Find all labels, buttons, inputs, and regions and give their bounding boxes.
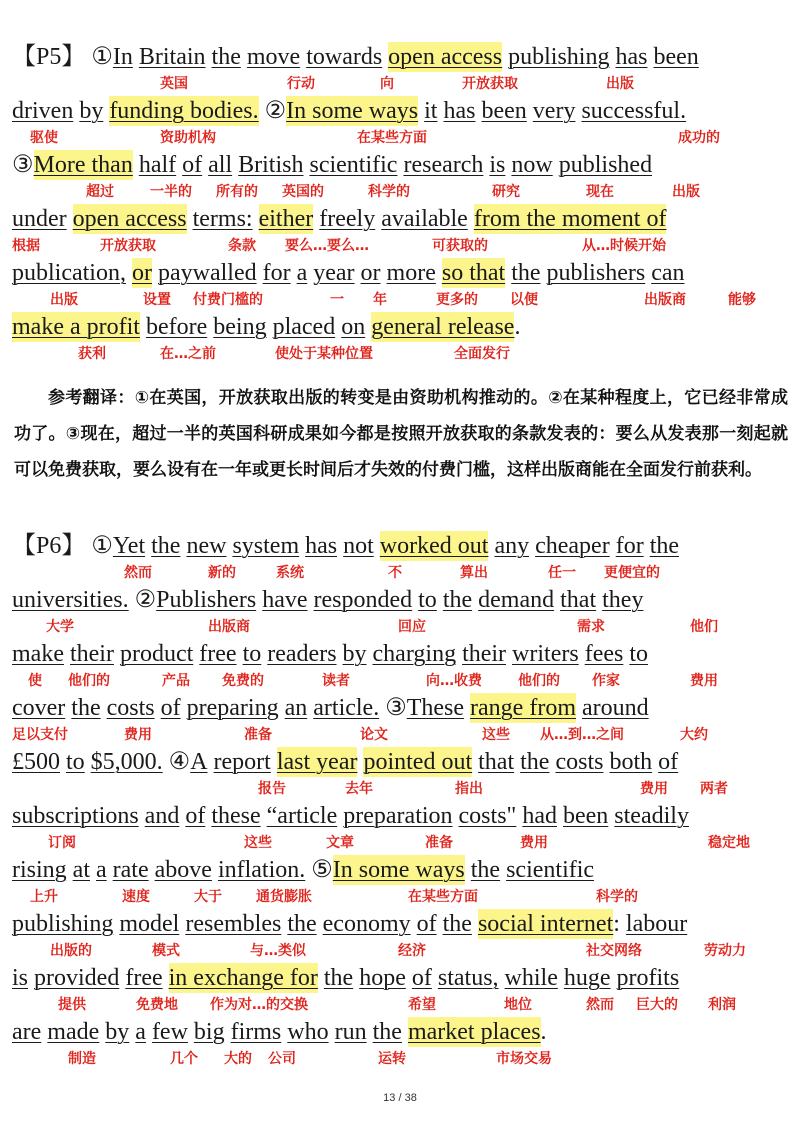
chinese-gloss: 算出 — [460, 565, 488, 581]
chinese-gloss: 劳动力 — [704, 943, 746, 959]
chinese-gloss: 科学的 — [596, 889, 638, 905]
chinese-gloss: 现在 — [586, 184, 614, 200]
english-word: run — [334, 1019, 367, 1045]
english-word: writers — [512, 641, 579, 667]
highlighted-phrase: in exchange for — [168, 965, 318, 991]
english-word: the — [71, 695, 101, 721]
english-word: of — [411, 965, 432, 991]
english-word: had — [522, 803, 557, 829]
english-line — [12, 150, 658, 180]
english-word: now — [511, 152, 553, 178]
english-line — [12, 693, 655, 723]
english-word: publishers — [546, 260, 646, 286]
english-word: preparation — [343, 803, 453, 829]
highlighted-phrase: worked out — [379, 533, 489, 559]
highlighted-phrase: open access — [72, 206, 187, 232]
highlighted-phrase: More than — [33, 152, 133, 178]
english-word: responded — [313, 587, 413, 613]
english-word: the — [511, 260, 541, 286]
chinese-gloss: 大学 — [46, 619, 74, 635]
english-word: Britain — [138, 44, 206, 70]
english-word: the — [442, 911, 472, 937]
english-line — [12, 258, 691, 288]
english-word: free — [199, 641, 237, 667]
chinese-gloss: 产品 — [162, 673, 190, 689]
chinese-gloss: 出版 — [606, 76, 634, 92]
english-word: paywalled — [157, 260, 257, 286]
chinese-gloss: 出版 — [50, 292, 78, 308]
english-word: before — [145, 314, 208, 340]
chinese-gloss: 英国 — [160, 76, 188, 92]
chinese-gloss: 行动 — [287, 76, 315, 92]
english-word: labour — [625, 911, 688, 937]
english-line — [12, 909, 693, 939]
english-word: ③ — [12, 152, 34, 178]
english-word: £500 — [12, 749, 60, 775]
chinese-gloss: 作家 — [592, 673, 620, 689]
highlighted-phrase: pointed out — [363, 749, 473, 775]
english-word: provided — [34, 965, 120, 991]
highlighted-phrase: funding bodies. — [109, 98, 259, 124]
english-word: status, — [437, 965, 499, 991]
chinese-gloss: 地位 — [504, 997, 532, 1013]
english-word: these — [211, 803, 261, 829]
english-word: article. — [313, 695, 380, 721]
chinese-gloss: 指出 — [455, 781, 483, 797]
chinese-gloss: 可获取的 — [432, 238, 488, 254]
english-word: of — [416, 911, 437, 937]
english-word: subscriptions — [12, 803, 139, 829]
english-word: ② — [134, 587, 157, 613]
chinese-gloss: 然而 — [124, 565, 152, 581]
english-word: costs — [106, 695, 155, 721]
english-word: by — [79, 98, 104, 124]
english-word: has — [305, 533, 338, 559]
english-word: model — [119, 911, 180, 937]
english-word: a — [96, 857, 107, 883]
english-word: free — [125, 965, 163, 991]
chinese-gloss: 两者 — [700, 781, 728, 797]
chinese-gloss: 新的 — [208, 565, 236, 581]
chinese-gloss: 他们的 — [518, 673, 560, 689]
chinese-gloss: 几个 — [170, 1051, 198, 1067]
english-word: firms — [230, 1019, 282, 1045]
english-word: year — [313, 260, 355, 286]
chinese-gloss: 一半的 — [150, 184, 192, 200]
chinese-gloss: 出版 — [672, 184, 700, 200]
chinese-gloss: 开放获取 — [462, 76, 518, 92]
english-word: are — [12, 1019, 42, 1045]
english-word: the — [649, 533, 680, 559]
english-line — [12, 531, 685, 561]
english-word: economy — [322, 911, 411, 937]
chinese-gloss: 全面发行 — [454, 346, 510, 362]
english-word: both — [609, 749, 653, 775]
chinese-gloss: 社交网络 — [586, 943, 642, 959]
english-word: the — [287, 911, 317, 937]
chinese-gloss: 上升 — [30, 889, 58, 905]
english-word: resembles — [185, 911, 282, 937]
english-word: cover — [12, 695, 66, 721]
reference-translation-p5: 参考翻译：①在英国，开放获取出版的转变是由资助机构推动的。②在某种程度上，它已经非常成功了。③现在，超过一半的英国科研成果如今都是按照开放获取的条款发表的：要么从发表那一刻起就可以免费获取，要么设有在一年或更长时间后才失效的付费门槛，这样出版商能在全面发行前获利。 — [14, 388, 788, 480]
chinese-gloss: 读者 — [322, 673, 350, 689]
english-word: demand — [478, 587, 555, 613]
english-word: who — [287, 1019, 329, 1045]
english-word: of — [160, 695, 181, 721]
chinese-gloss: 巨大的 — [636, 997, 678, 1013]
chinese-gloss: 作为对…的交换 — [210, 997, 308, 1013]
english-word: report — [213, 749, 271, 775]
chinese-gloss: 以便 — [510, 292, 538, 308]
english-word: above — [154, 857, 212, 883]
english-word: of — [658, 749, 679, 775]
english-word: costs — [555, 749, 604, 775]
english-word: the — [372, 1019, 402, 1045]
english-word: the — [442, 587, 473, 613]
english-word: ① — [91, 533, 113, 559]
chinese-gloss: 使处于某种位置 — [275, 346, 373, 362]
english-word: the — [323, 965, 354, 991]
english-word: “article — [266, 803, 338, 829]
english-word: under — [12, 206, 67, 232]
chinese-gloss: 超过 — [86, 184, 114, 200]
english-line — [12, 963, 685, 993]
chinese-gloss: 速度 — [122, 889, 150, 905]
english-word: any — [494, 533, 530, 559]
highlighted-phrase: so that — [441, 260, 506, 286]
english-word: has — [443, 98, 476, 124]
english-word: it — [424, 98, 438, 124]
english-word: to — [242, 641, 262, 667]
english-word: towards — [306, 44, 383, 70]
english-word: or — [360, 260, 381, 286]
english-word: 【P6】 — [12, 533, 86, 559]
chinese-gloss: 更便宜的 — [604, 565, 660, 581]
english-line — [12, 96, 692, 126]
english-line — [12, 204, 672, 234]
english-line — [12, 855, 600, 885]
english-word: ② — [264, 98, 287, 124]
english-word: published — [558, 152, 653, 178]
english-word: few — [151, 1019, 188, 1045]
english-word: ③ — [385, 695, 407, 721]
english-line — [12, 639, 654, 669]
english-word: an — [284, 695, 308, 721]
english-word: that — [478, 749, 515, 775]
page-number: 13 / 38 — [383, 1092, 417, 1104]
chinese-gloss: 费用 — [124, 727, 152, 743]
english-word: a — [296, 260, 308, 286]
chinese-gloss: 出版商 — [208, 619, 250, 635]
chinese-gloss: 费用 — [520, 835, 548, 851]
english-word: not — [343, 533, 374, 559]
english-word: have — [262, 587, 308, 613]
english-word: is — [489, 152, 506, 178]
chinese-gloss: 准备 — [425, 835, 453, 851]
english-word: In — [112, 44, 133, 70]
chinese-gloss: 获利 — [78, 346, 106, 362]
chinese-gloss: 要么…要么… — [285, 238, 369, 254]
english-word: steadily — [614, 803, 689, 829]
chinese-gloss: 提供 — [58, 997, 86, 1013]
chinese-gloss: 费用 — [640, 781, 668, 797]
english-word: publishing — [12, 911, 114, 937]
english-word: costs" — [458, 803, 517, 829]
english-word: product — [119, 641, 194, 667]
english-word: Publishers — [156, 587, 257, 613]
highlighted-phrase: either — [258, 206, 314, 232]
english-word: profits — [616, 965, 680, 991]
chinese-gloss: 费用 — [690, 673, 718, 689]
english-word: move — [246, 44, 301, 70]
chinese-gloss: 回应 — [398, 619, 426, 635]
chinese-gloss: 研究 — [492, 184, 520, 200]
chinese-gloss: 大的 — [224, 1051, 252, 1067]
english-word: freely — [319, 206, 376, 232]
english-word: all — [208, 152, 233, 178]
english-word: huge — [563, 965, 611, 991]
english-word: fees — [584, 641, 624, 667]
english-word: the — [520, 749, 550, 775]
english-word: driven — [12, 98, 74, 124]
chinese-gloss: 制造 — [68, 1051, 96, 1067]
english-word: scientific — [506, 857, 595, 883]
chinese-gloss: 向…收费 — [426, 673, 482, 689]
chinese-gloss: 驱使 — [30, 130, 58, 146]
english-word: the — [211, 44, 241, 70]
english-word: for — [262, 260, 291, 286]
chinese-gloss: 在某些方面 — [408, 889, 478, 905]
chinese-gloss: 开放获取 — [100, 238, 156, 254]
chinese-gloss: 他们的 — [68, 673, 110, 689]
english-word: inflation. — [217, 857, 306, 883]
english-line — [12, 1017, 553, 1047]
english-line — [12, 747, 684, 777]
english-word: British — [238, 152, 304, 178]
chinese-gloss: 需求 — [577, 619, 605, 635]
chinese-gloss: 与…类似 — [250, 943, 306, 959]
english-word: publication, — [12, 260, 126, 286]
chinese-gloss: 足以支付 — [12, 727, 68, 743]
chinese-gloss: 根据 — [12, 238, 40, 254]
chinese-gloss: 出版的 — [50, 943, 92, 959]
chinese-gloss: 所有的 — [216, 184, 258, 200]
english-word: Yet — [112, 533, 146, 559]
english-word: their — [69, 641, 114, 667]
english-word: rate — [112, 857, 149, 883]
english-word: scientific — [309, 152, 398, 178]
english-word: been — [562, 803, 609, 829]
chinese-gloss: 文章 — [326, 835, 354, 851]
english-word: of — [182, 152, 203, 178]
highlighted-phrase: social internet — [477, 911, 614, 937]
chinese-gloss: 付费门槛的 — [193, 292, 263, 308]
chinese-gloss: 科学的 — [368, 184, 410, 200]
chinese-gloss: 利润 — [708, 997, 736, 1013]
english-word: charging — [372, 641, 457, 667]
chinese-gloss: 成功的 — [678, 130, 720, 146]
english-word: to — [66, 749, 85, 775]
chinese-gloss: 运转 — [378, 1051, 406, 1067]
chinese-gloss: 经济 — [398, 943, 426, 959]
english-word: big — [193, 1019, 225, 1045]
english-word: A — [190, 749, 208, 775]
english-word: being — [213, 314, 267, 340]
english-word: . — [540, 1019, 547, 1045]
english-word: the — [470, 857, 501, 883]
english-word: half — [138, 152, 177, 178]
chinese-gloss: 更多的 — [436, 292, 478, 308]
english-word: readers — [267, 641, 337, 667]
chinese-gloss: 这些 — [244, 835, 272, 851]
highlighted-phrase: range from — [470, 695, 576, 721]
highlighted-phrase: or — [131, 260, 152, 286]
english-word: system — [232, 533, 300, 559]
chinese-gloss: 这些 — [482, 727, 510, 743]
english-word: ⑤ — [311, 857, 333, 883]
highlighted-phrase: last year — [276, 749, 358, 775]
chinese-gloss: 免费的 — [222, 673, 264, 689]
english-word: : — [613, 911, 620, 937]
chinese-gloss: 英国的 — [282, 184, 324, 200]
english-word: 【P5】 — [12, 44, 86, 70]
english-word: on — [341, 314, 366, 340]
english-word: been — [653, 44, 699, 70]
english-word: ④ — [168, 749, 191, 775]
english-line — [12, 312, 526, 342]
english-word: to — [418, 587, 437, 613]
english-line — [12, 801, 695, 831]
english-word: can — [651, 260, 685, 286]
chinese-gloss: 稳定地 — [708, 835, 750, 851]
english-word: made — [47, 1019, 100, 1045]
chinese-gloss: 通货膨胀 — [256, 889, 312, 905]
english-word: publishing — [508, 44, 610, 70]
english-word: rising — [12, 857, 67, 883]
english-word: make — [12, 641, 64, 667]
chinese-gloss: 然而 — [586, 997, 614, 1013]
chinese-gloss: 任一 — [548, 565, 576, 581]
chinese-gloss: 模式 — [152, 943, 180, 959]
chinese-gloss: 年 — [373, 292, 387, 308]
chinese-gloss: 从…到…之间 — [540, 727, 624, 743]
chinese-gloss: 他们 — [690, 619, 718, 635]
english-line — [12, 585, 649, 615]
english-word: available — [381, 206, 468, 232]
highlighted-phrase: make a profit — [12, 314, 140, 340]
english-word: research — [403, 152, 484, 178]
english-word: at — [72, 857, 90, 883]
english-word: by — [105, 1019, 130, 1045]
chinese-gloss: 报告 — [258, 781, 286, 797]
english-word: terms: — [192, 206, 253, 232]
highlighted-phrase: general release — [371, 314, 515, 340]
chinese-gloss: 出版商 — [644, 292, 686, 308]
english-word: placed — [272, 314, 336, 340]
english-word: new — [186, 533, 227, 559]
english-word: for — [615, 533, 644, 559]
english-word: ① — [91, 44, 113, 70]
chinese-gloss: 免费地 — [136, 997, 178, 1013]
english-word: successful. — [581, 98, 687, 124]
chinese-gloss: 能够 — [728, 292, 756, 308]
highlighted-phrase: In some ways — [286, 98, 419, 124]
highlighted-phrase: market places — [407, 1019, 541, 1045]
chinese-gloss: 在某些方面 — [357, 130, 427, 146]
english-word: around — [581, 695, 649, 721]
chinese-gloss: 使 — [28, 673, 42, 689]
english-line — [12, 42, 705, 72]
chinese-gloss: 向 — [380, 76, 394, 92]
english-word: the — [151, 533, 181, 559]
english-word: cheaper — [535, 533, 610, 559]
chinese-gloss: 一 — [330, 292, 344, 308]
chinese-gloss: 订阅 — [48, 835, 76, 851]
chinese-gloss: 系统 — [276, 565, 304, 581]
english-word: a — [135, 1019, 146, 1045]
english-word: is — [12, 965, 29, 991]
highlighted-phrase: open access — [388, 44, 503, 70]
english-word: they — [602, 587, 644, 613]
english-word: by — [342, 641, 367, 667]
english-word: their — [462, 641, 507, 667]
english-word: preparing — [186, 695, 279, 721]
english-word: of — [185, 803, 206, 829]
english-word: and — [144, 803, 180, 829]
chinese-gloss: 在…之前 — [160, 346, 216, 362]
chinese-gloss: 公司 — [268, 1051, 296, 1067]
chinese-gloss: 去年 — [345, 781, 373, 797]
chinese-gloss: 大于 — [194, 889, 222, 905]
english-word: to — [629, 641, 649, 667]
english-word: been — [481, 98, 527, 124]
chinese-gloss: 设置 — [143, 292, 171, 308]
chinese-gloss: 不 — [388, 565, 402, 581]
english-word: hope — [359, 965, 406, 991]
chinese-gloss: 条款 — [228, 238, 256, 254]
highlighted-phrase: from the moment of — [473, 206, 667, 232]
english-word: while — [504, 965, 558, 991]
english-word: more — [386, 260, 436, 286]
english-word: that — [560, 587, 597, 613]
english-word: universities. — [12, 587, 129, 613]
english-word: has — [615, 44, 648, 70]
chinese-gloss: 从…时候开始 — [582, 238, 666, 254]
english-word: . — [514, 314, 521, 340]
english-word: $5,000. — [90, 749, 163, 775]
english-word: These — [406, 695, 465, 721]
chinese-gloss: 市场交易 — [496, 1051, 552, 1067]
chinese-gloss: 论文 — [360, 727, 388, 743]
chinese-gloss: 大约 — [680, 727, 708, 743]
chinese-gloss: 准备 — [244, 727, 272, 743]
highlighted-phrase: In some ways — [332, 857, 465, 883]
chinese-gloss: 希望 — [408, 997, 436, 1013]
english-word: very — [532, 98, 576, 124]
chinese-gloss: 资助机构 — [160, 130, 216, 146]
